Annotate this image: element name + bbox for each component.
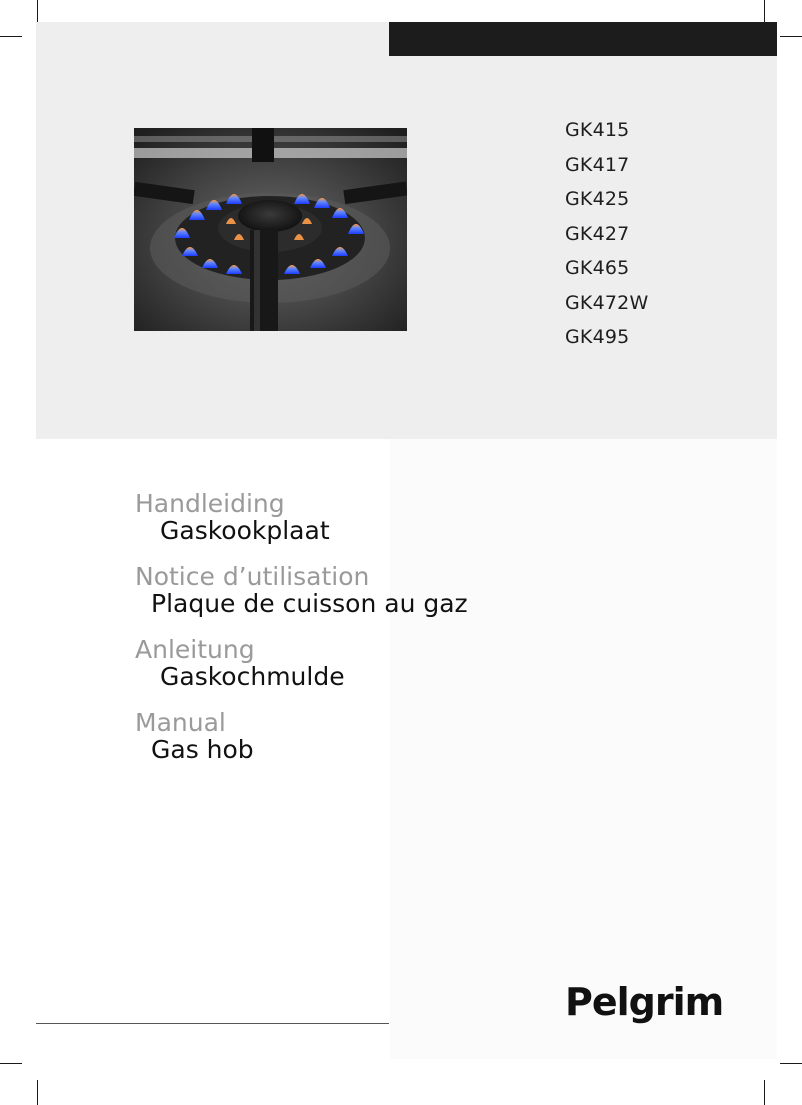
- model-number: GK427: [565, 222, 630, 245]
- language-label: Anleitung: [135, 635, 255, 664]
- model-number: GK472W: [565, 291, 649, 314]
- language-label: Notice d’utilisation: [135, 562, 370, 591]
- manual-titles: [135, 490, 468, 782]
- title-block-en: [135, 709, 468, 782]
- crop-mark: [0, 1063, 22, 1064]
- language-label: Manual: [135, 708, 226, 737]
- model-number: GK415: [565, 119, 630, 141]
- language-label: Handleiding: [135, 489, 285, 518]
- title-block-nl: [135, 490, 468, 563]
- brand-logo: Pelgrim: [565, 980, 724, 1024]
- model-number: GK425: [565, 188, 630, 210]
- product-label: Gaskochmulde: [160, 662, 345, 691]
- crop-mark: [780, 1063, 802, 1064]
- crop-mark: [0, 36, 22, 37]
- product-label: Plaque de cuisson au gaz: [151, 589, 468, 618]
- header-bar: [389, 22, 777, 56]
- model-number: GK417: [565, 153, 630, 176]
- title-block-fr: [135, 563, 468, 636]
- model-number: GK495: [565, 326, 630, 348]
- crop-mark: [37, 1080, 38, 1105]
- crop-mark: [37, 0, 38, 22]
- crop-mark: [764, 1080, 765, 1105]
- crop-mark: [780, 36, 802, 37]
- model-list: [565, 113, 648, 355]
- product-label: Gaskookplaat: [160, 516, 330, 545]
- model-number: GK465: [565, 257, 630, 279]
- gas-burner-photo: [134, 128, 407, 331]
- footer-rule: [36, 1023, 389, 1024]
- product-label: Gas hob: [151, 735, 254, 764]
- crop-mark: [764, 0, 765, 22]
- title-block-de: [135, 636, 468, 709]
